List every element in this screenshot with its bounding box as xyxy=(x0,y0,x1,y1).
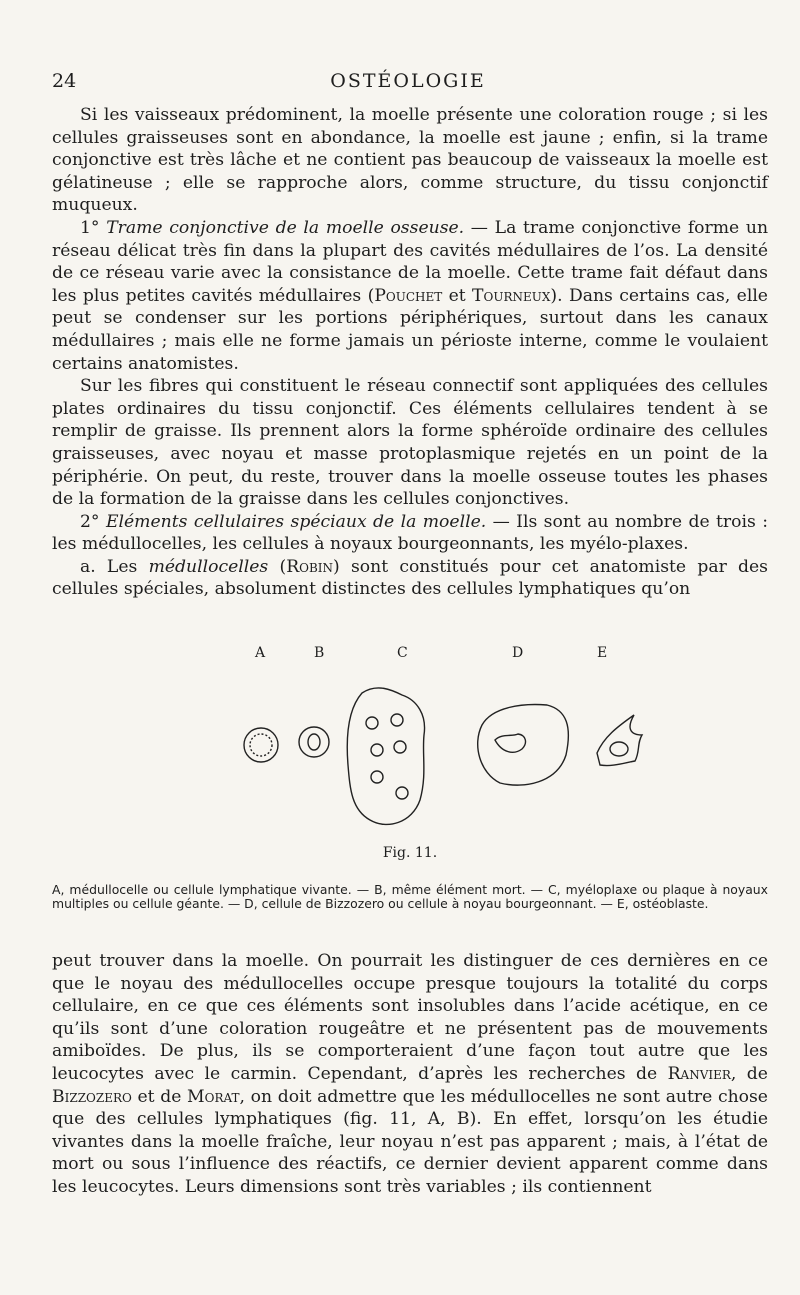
body-text-bottom xyxy=(52,950,768,1199)
paragraph-number: a. Les xyxy=(80,556,149,577)
paragraph xyxy=(52,556,768,601)
figure-legend: A, médullocelle ou cellule lymphatique vivante. — B, même élément mort. — C, myéloplaxe ou plaque à noyaux multiples ou cellule géante. — D, cellule de Bizzozero ou cellule à noyau bourgeonnant. — E, ostéoblaste. xyxy=(52,882,768,911)
bizzozero-cell-icon xyxy=(478,705,569,786)
figure-11 xyxy=(52,645,768,870)
section-heading: Trame conjonctive de la moelle osseuse. xyxy=(106,217,465,238)
paragraph-text: , on doit admettre que les médullocelles ne sont autre chose que des cellules lymphatiques (fig. 11, A, B). En effet, lorsqu’on les étudie vivantes dans la moelle fraîche, leur noyau n’est pas apparent ; mais, à l’état de mort ou sous l’influence des réactifs, ce dernier devient apparent comme dans les leucocytes. Leurs dimensions sont très variables ; ils contiennent xyxy=(52,1086,768,1197)
paragraph xyxy=(52,104,768,217)
figure-caption: Fig. 11. xyxy=(382,845,438,861)
term-heading: médullocelles xyxy=(148,556,269,577)
paragraph-text: ) sont constitués pour cet anatomiste par des cellules spéciales, absolument distinctes des cellules lymphatiques qu’on xyxy=(52,556,768,600)
paragraph-text: ( xyxy=(268,556,287,577)
paragraph xyxy=(52,217,768,375)
author-name: Morat xyxy=(187,1086,240,1107)
paragraph-text: et xyxy=(442,285,473,306)
figure-letter-e: E xyxy=(597,645,608,661)
page-number: 24 xyxy=(52,70,77,92)
paragraph-number: 2° xyxy=(80,511,106,532)
figure-letter-a: A xyxy=(255,645,266,661)
running-title: OSTÉOLOGIE xyxy=(330,70,486,92)
figure-letter-b: B xyxy=(314,645,325,661)
author-name: Robin xyxy=(286,556,334,577)
paragraph-number: 1° xyxy=(80,217,107,238)
paragraph-text: et de xyxy=(131,1086,188,1107)
cell-illustrations xyxy=(52,665,768,843)
paragraph-text: ). Dans certains cas, elle peut se condenser sur les portions périphériques, surtout dans les canaux médullaires ; mais elle ne forme jamais un périoste interne, comme le voulaient certains anatomistes. xyxy=(52,285,768,374)
body-text-top xyxy=(52,104,768,601)
paragraph xyxy=(52,950,768,1199)
author-name: Ranvier xyxy=(667,1063,731,1084)
paragraph-text: peut trouver dans la moelle. On pourrait les distinguer de ces dernières en ce que le noyau des médullocelles occupe presque toujours la totalité du corps cellulaire, en ce que ces éléments sont insolubles dans l’acide acétique, en ce qu’ils sont d’une coloration rougeâtre et ne présentent pas de mouvements amiboïdes. De plus, ils se comporteraient d’une façon tout autre que les leucocytes avec le carmin. Cependant, d’après les recherches de xyxy=(52,951,768,1084)
osteoblast-icon xyxy=(597,715,642,766)
paragraph xyxy=(52,375,768,511)
paragraph xyxy=(52,511,768,556)
author-name: Bizzozero xyxy=(52,1086,132,1107)
paragraph-text: — Ils sont au nombre de trois : les médullocelles, les cellules à noyaux bourgeonnants, les myélo-plaxes. xyxy=(52,511,768,555)
section-heading: Eléments cellulaires spéciaux de la moelle. xyxy=(105,511,487,532)
author-name: Pouchet xyxy=(374,285,443,306)
paragraph-text: Si les vaisseaux prédominent, la moelle présente une coloration rouge ; si les cellules graisseuses sont en abondance, la moelle est jaune ; enfin, si la trame conjonctive est très lâche et ne contient pas beaucoup de vaisseaux la moelle est gélatineuse ; elle se rapproche alors, comme structure, du tissu conjonctif muqueux. xyxy=(52,105,768,216)
author-name: Tourneux xyxy=(472,285,551,306)
lymphatic-cell-icon xyxy=(244,728,278,762)
figure-letter-c: C xyxy=(397,645,408,661)
page-header xyxy=(52,70,764,94)
paragraph-text: , de xyxy=(730,1063,768,1084)
giant-cell-icon xyxy=(347,688,424,825)
dead-cell-icon xyxy=(299,727,329,757)
figure-letter-d: D xyxy=(512,645,524,661)
paragraph-text: — La trame conjonctive forme un réseau délicat très fin dans la plupart des cavités médullaires de l’os. La densité de ce réseau varie avec la consistance de la moelle. Cette trame fait défaut dans les plus petites cavités médullaires ( xyxy=(52,217,769,306)
paragraph-text: Sur les fibres qui constituent le réseau connectif sont appliquées des cellules plates ordinaires du tissu conjonctif. Ces éléments cellulaires tendent à se remplir de graisse. Ils prennent alors la forme sphéroïde ordinaire des cellules graisseuses, avec noyau et masse protoplasmique rejetés en un point de la périphérie. On peut, du reste, trouver dans la moelle osseuse toutes les phases de la formation de la graisse dans les cellules conjonctives. xyxy=(52,376,768,510)
